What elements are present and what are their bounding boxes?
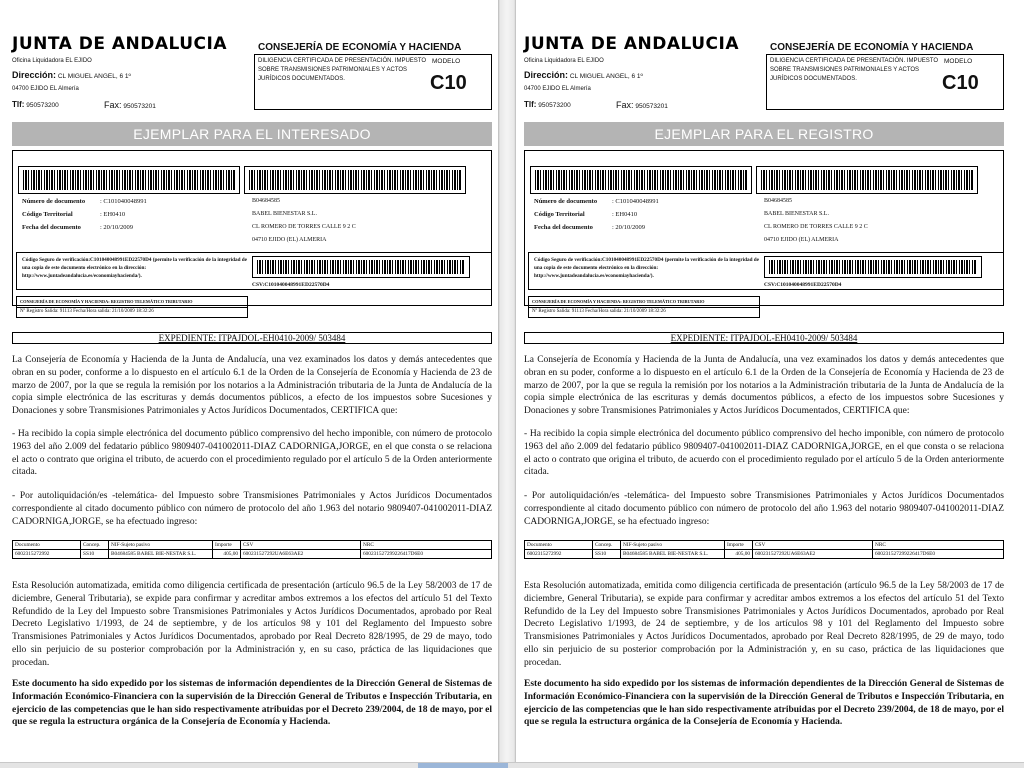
recipient-street: CL ROMERO DE TORRES CALLE 9 2 C xyxy=(252,224,356,230)
paragraph-copia-simple: - Ha recibido la copia simple electrónica del documento público comprensivo del hecho imponible, con número de protocolo 1963 del año 2.009 del fedatario público 9809407-041002011-DIAZ CADORNIGA,JORGE, en el que consta o se relaciona el acto o contrato que origina el tributo, de acuerdo con el procedimiento regulado por el artículo 5 de la Orden anteriormente citada. xyxy=(12,429,492,478)
barcode-recipient xyxy=(756,166,978,194)
tel-value: 950573200 xyxy=(26,102,59,109)
barcode-recipient xyxy=(244,166,466,194)
registro-line: Nº Registro Salida: 91113 Fecha/Hora salida: 21/10/2009 18:32:26 xyxy=(532,309,666,314)
junta-logo: JUNTA DE ANDALUCIA xyxy=(524,34,739,54)
address-label: Dirección: xyxy=(524,70,569,80)
cell-concepto: SS10 xyxy=(593,550,621,559)
recipient-nif: B04684585 xyxy=(252,198,281,204)
cell-csv: 600231527292UA6E63AE2 xyxy=(753,550,873,559)
col-importe: Importe xyxy=(725,541,753,550)
fax-label: Fax: xyxy=(104,100,122,110)
consejeria-description: DILIGENCIA CERTIFICADA DE PRESENTACIÓN. IMPUESTO SOBRE TRANSMISIONES PATRIMONIALES Y ACTOS JURÍDICOS DOCUMENTADOS. xyxy=(770,58,939,82)
paragraph-certifica: La Consejería de Economía y Hacienda de la Junta de Andalucía, una vez examinados los datos y demás antecedentes que obran en su poder, conforme a lo dispuesto en el artículo 6.1 de la Orden de la Consejería de Economía y Hacienda de 23 de marzo de 2007, por la que se regula la remisión por los notarios a la Administración tributaria de la Junta de Andalucía de la copia simple electrónica de las escrituras y demás documentos públicos, a efecto de los impuestos sobre Sucesiones y Donaciones y sobre Transmisiones Patrimoniales y Actos Jurídicos Documentados, CERTIFICA que: xyxy=(524,355,1004,417)
doc-date-label: Fecha del documento xyxy=(534,224,593,231)
modelo-label: MODELO xyxy=(432,58,461,65)
doc-date-value: : 20/10/2009 xyxy=(612,224,646,231)
address xyxy=(524,70,643,80)
paragraph-expedido: Este documento ha sido expedido por los sistemas de información dependientes de la Dirección General de Sistemas de Información Económico-Financiera con la supervisión de la Dirección General de Tributos e Inspección Tributaria, en ejercicio de las competencias que le han sido respectivamente atribuidas por el Decreto 239/2004, de 18 de mayo, por el que se regula la estructura orgánica de la Consejería de Economía y Hacienda. xyxy=(524,679,1004,728)
address xyxy=(12,70,131,80)
fax-value: 950573201 xyxy=(635,103,668,110)
address-value: CL MIGUEL ANGEL, 6 1º xyxy=(57,73,131,80)
office-name: Oficina Liquidadora EL EJIDO xyxy=(12,58,92,64)
consejeria-title: CONSEJERÍA DE ECONOMÍA Y HACIENDA xyxy=(770,42,974,53)
territorial-code-label: Código Territorial xyxy=(534,211,585,218)
doc-number-label: Número de documento xyxy=(22,198,86,205)
city: 04700 EJIDO EL Almería xyxy=(524,86,591,92)
document-page-interesado xyxy=(4,0,498,762)
paragraph-copia-simple: - Ha recibido la copia simple electrónica del documento público comprensivo del hecho imponible, con número de protocolo 1963 del año 2.009 del fedatario público 9809407-041002011-DIAZ CADORNIGA,JORGE, en el que consta o se relaciona el acto o contrato que origina el tributo, de acuerdo con el procedimiento regulado por el artículo 5 de la Orden anteriormente citada. xyxy=(524,429,1004,478)
cell-importe: 405,00 xyxy=(213,550,241,559)
territorial-code-label: Código Territorial xyxy=(22,211,73,218)
col-documento: Documento xyxy=(13,541,81,550)
modelo-value: C10 xyxy=(942,72,979,94)
fax xyxy=(616,100,668,110)
col-csv: CSV xyxy=(241,541,361,550)
cell-importe: 405,00 xyxy=(725,550,753,559)
recipient-nif: B04684585 xyxy=(764,198,793,204)
document-page-registro xyxy=(516,0,1010,762)
table-row xyxy=(525,550,1004,559)
city: 04700 EJIDO EL Almería xyxy=(12,86,79,92)
page-gutter xyxy=(498,0,516,768)
csv-verification-text: Código Seguro de verificación:C101040048991ED22570D4 (permite la verificación de la integridad de una copia de este documento electrónico en la dirección: http://www.juntadeandalucia.es/economiayhacienda/). xyxy=(534,257,759,279)
cell-documento: 6002315272992 xyxy=(525,550,593,559)
csv-code: CSV:C101040048991ED22570D4 xyxy=(252,282,330,288)
registro-title: CONSEJERÍA DE ECONOMÍA Y HACIENDA: REGISTRO TELEMÁTICO TRIBUTARIO xyxy=(20,299,193,304)
col-concepto: Concep. xyxy=(593,541,621,550)
address-label: Dirección: xyxy=(12,70,57,80)
table-header-row xyxy=(13,541,492,550)
paragraph-certifica: La Consejería de Economía y Hacienda de la Junta de Andalucía, una vez examinados los datos y demás antecedentes que obran en su poder, conforme a lo dispuesto en el artículo 6.1 de la Orden de la Consejería de Economía y Hacienda de 23 de marzo de 2007, por la que se regula la remisión por los notarios a la Administración tributaria de la Junta de Andalucía de la copia simple electrónica de las escrituras y demás documentos públicos, a efecto de los impuestos sobre Sucesiones y Donaciones y sobre Transmisiones Patrimoniales y Actos Jurídicos Documentados, CERTIFICA que: xyxy=(12,355,492,417)
fax xyxy=(104,100,156,110)
paragraph-autoliquidacion: - Por autoliquidación/es -telemática- del Impuesto sobre Transmisiones Patrimoniales y Actos Jurídicos Documentados correspondiente al citado documento público con número de protocolo del año 1.963 del notario 9809407-041002011-DIAZ CADORNIGA,JORGE, se ha efectuado ingreso: xyxy=(524,491,1004,527)
junta-logo: JUNTA DE ANDALUCIA xyxy=(12,34,227,54)
registro-title: CONSEJERÍA DE ECONOMÍA Y HACIENDA: REGISTRO TELEMÁTICO TRIBUTARIO xyxy=(532,299,705,304)
paragraph-resolucion: Esta Resolución automatizada, emitida como diligencia certificada de presentación (artículo 96.5 de la Ley 58/2003 de 17 de diciembre, General Tributaria), se expide para confirmar y acreditar ambos extremos a los efectos del artículo 51 del Texto Refundido de la Ley del Impuesto sobre Transmisiones Patrimoniales y Actos Jurídicos Documentados, aprobado por Real Decreto Legislativo 1/1993, de 24 de septiembre, y de los artículos 98 y 101 del Reglamento del Impuesto sobre Transmisiones Patrimoniales y Actos Jurídicos Documentados, aprobado por Real Decreto 828/1995, de 29 de mayo, todo ello sin perjuicio de su posterior comprobación por la Administración y, en su caso, práctica de las liquidaciones que procedan. xyxy=(524,581,1004,668)
registro-box xyxy=(528,296,760,318)
doc-number-label: Número de documento xyxy=(534,198,598,205)
cell-documento: 6002315272992 xyxy=(13,550,81,559)
scrollbar-thumb[interactable] xyxy=(418,763,508,768)
csv-barcode xyxy=(764,256,982,278)
doc-number-value: : C101040048991 xyxy=(100,198,147,205)
barcode-document xyxy=(18,166,240,194)
doc-date-label: Fecha del documento xyxy=(22,224,81,231)
recipient-city: 04710 EJIDO (EL) ALMERIA xyxy=(764,237,839,243)
expediente-heading: EXPEDIENTE: ITPAJDOL-EH0410-2009/ 503484 xyxy=(524,332,1004,344)
paragraph-expedido: Este documento ha sido expedido por los sistemas de información dependientes de la Dirección General de Sistemas de Información Económico-Financiera con la supervisión de la Dirección General de Tributos e Inspección Tributaria, en ejercicio de las competencias que le han sido respectivamente atribuidas por el Decreto 239/2004, de 18 de mayo, por el que se regula la estructura orgánica de la Consejería de Economía y Hacienda. xyxy=(12,679,492,728)
cell-concepto: SS10 xyxy=(81,550,109,559)
cell-csv: 600231527292UA6E63AE2 xyxy=(241,550,361,559)
payment-table xyxy=(12,540,492,559)
consejeria-description: DILIGENCIA CERTIFICADA DE PRESENTACIÓN. IMPUESTO SOBRE TRANSMISIONES PATRIMONIALES Y ACTOS JURÍDICOS DOCUMENTADOS. xyxy=(258,58,427,82)
fax-label: Fax: xyxy=(616,100,634,110)
cell-nrc: 600231527299226417D6E0 xyxy=(873,550,1004,559)
fax-value: 950573201 xyxy=(123,103,156,110)
doc-number-value: : C101040048991 xyxy=(612,198,659,205)
address-value: CL MIGUEL ANGEL, 6 1º xyxy=(569,73,643,80)
territorial-code-value: : EH0410 xyxy=(612,211,638,218)
csv-verification-text: Código Seguro de verificación:C101040048991ED22570D4 (permite la verificación de la integridad de una copia de este documento electrónico en la dirección: http://www.juntadeandalucia.es/economiayhacienda/). xyxy=(22,257,247,279)
col-nif: NIF-Sujeto pasivo xyxy=(109,541,213,550)
telephone xyxy=(12,100,59,109)
recipient-city: 04710 EJIDO (EL) ALMERIA xyxy=(252,237,327,243)
copy-banner: EJEMPLAR PARA EL REGISTRO xyxy=(524,122,1004,146)
tel-label: Tlf: xyxy=(524,100,537,109)
col-importe: Importe xyxy=(213,541,241,550)
recipient-name: BABEL BIENESTAR S.L. xyxy=(764,211,829,217)
cell-nif: B04684585 BABEL BIE-NESTAR S.L. xyxy=(621,550,725,559)
telephone xyxy=(524,100,571,109)
recipient-name: BABEL BIENESTAR S.L. xyxy=(252,211,317,217)
col-csv: CSV xyxy=(753,541,873,550)
modelo-value: C10 xyxy=(430,72,467,94)
tel-label: Tlf: xyxy=(12,100,25,109)
barcode-document xyxy=(530,166,752,194)
doc-date-value: : 20/10/2009 xyxy=(100,224,134,231)
copy-banner: EJEMPLAR PARA EL INTERESADO xyxy=(12,122,492,146)
tel-value: 950573200 xyxy=(538,102,571,109)
cell-nif: B04684585 BABEL BIE-NESTAR S.L. xyxy=(109,550,213,559)
csv-code: CSV:C101040048991ED22570D4 xyxy=(764,282,842,288)
registro-line: Nº Registro Salida: 91113 Fecha/Hora salida: 21/10/2009 18:32:26 xyxy=(20,309,154,314)
payment-table xyxy=(524,540,1004,559)
col-documento: Documento xyxy=(525,541,593,550)
cell-nrc: 600231527299226417D6E0 xyxy=(361,550,492,559)
expediente-heading: EXPEDIENTE: ITPAJDOL-EH0410-2009/ 503484 xyxy=(12,332,492,344)
table-row xyxy=(13,550,492,559)
col-concepto: Concep. xyxy=(81,541,109,550)
consejeria-title: CONSEJERÍA DE ECONOMÍA Y HACIENDA xyxy=(258,42,462,53)
bottom-scrollbar[interactable] xyxy=(0,762,1024,768)
table-header-row xyxy=(525,541,1004,550)
paragraph-resolucion: Esta Resolución automatizada, emitida como diligencia certificada de presentación (artículo 96.5 de la Ley 58/2003 de 17 de diciembre, General Tributaria), se expide para confirmar y acreditar ambos extremos a los efectos del artículo 51 del Texto Refundido de la Ley del Impuesto sobre Transmisiones Patrimoniales y Actos Jurídicos Documentados, aprobado por Real Decreto Legislativo 1/1993, de 24 de septiembre, y de los artículos 98 y 101 del Reglamento del Impuesto sobre Transmisiones Patrimoniales y Actos Jurídicos Documentados, aprobado por Real Decreto 828/1995, de 29 de mayo, todo ello sin perjuicio de su posterior comprobación por la Administración y, en su caso, práctica de las liquidaciones que procedan. xyxy=(12,581,492,668)
recipient-street: CL ROMERO DE TORRES CALLE 9 2 C xyxy=(764,224,868,230)
modelo-label: MODELO xyxy=(944,58,973,65)
paragraph-autoliquidacion: - Por autoliquidación/es -telemática- del Impuesto sobre Transmisiones Patrimoniales y Actos Jurídicos Documentados correspondiente al citado documento público con número de protocolo del año 1.963 del notario 9809407-041002011-DIAZ CADORNIGA,JORGE, se ha efectuado ingreso: xyxy=(12,491,492,527)
col-nrc: NRC xyxy=(361,541,492,550)
csv-barcode xyxy=(252,256,470,278)
registro-box xyxy=(16,296,248,318)
territorial-code-value: : EH0410 xyxy=(100,211,126,218)
col-nrc: NRC xyxy=(873,541,1004,550)
office-name: Oficina Liquidadora EL EJIDO xyxy=(524,58,604,64)
col-nif: NIF-Sujeto pasivo xyxy=(621,541,725,550)
